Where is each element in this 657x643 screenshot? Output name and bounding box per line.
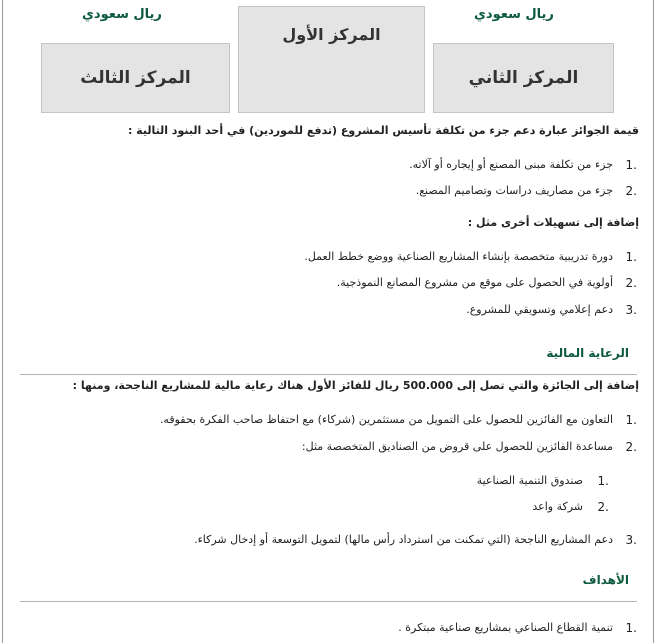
financial-sponsorship-heading: الرعاية المالية xyxy=(546,346,629,360)
list-item: جزء من تكلفة مبنى المصنع أو إيجاره أو آلاته. xyxy=(409,158,613,171)
list-item: تنمية القطاع الصناعي بمشاريع صناعية مبتكرة . xyxy=(398,621,613,634)
podium-third-place: المركز الثالث xyxy=(41,43,230,113)
list-number: 3. xyxy=(625,533,637,547)
goals-heading: الأهداف xyxy=(582,573,629,587)
third-prize-label: ريال سعودي xyxy=(82,7,162,22)
list-number: 1. xyxy=(625,621,637,635)
sub-list-number: 2. xyxy=(597,500,609,514)
sub-list-number: 1. xyxy=(597,474,609,488)
list-item: جزء من مصاريف دراسات وتصاميم المصنع. xyxy=(415,184,613,197)
section-divider xyxy=(20,374,637,375)
list-number: 2. xyxy=(625,184,637,198)
second-prize-label: ريال سعودي xyxy=(474,7,554,22)
list-item: دورة تدريبية متخصصة بإنشاء المشاريع الصناعية ووضع خطط العمل. xyxy=(304,250,613,263)
extra-facilities-intro: إضافة إلى تسهيلات أخرى مثل : xyxy=(467,216,639,229)
prizes-intro: قيمة الجوائز عبارة دعم جزء من تكلفة تأسيس المشروع (تدفع للموردين) في أحد البنود التالية : xyxy=(127,124,639,137)
podium-first-place: المركز الأول xyxy=(238,6,425,113)
list-item: مساعدة الفائزين للحصول على قروض من الصناديق المتخصصة مثل: xyxy=(301,440,613,453)
list-item: التعاون مع الفائزين للحصول على التمويل من مستثمرين (شركاء) مع احتفاظ صاحب الفكرة بحقوقه. xyxy=(159,413,613,426)
right-border xyxy=(653,0,654,643)
list-item: دعم إعلامي وتسويقي للمشروع. xyxy=(466,303,613,316)
list-number: 1. xyxy=(625,250,637,264)
podium-second-place: المركز الثاني xyxy=(433,43,614,113)
list-item: أولوية في الحصول على موقع من مشروع المصانع النموذجية. xyxy=(336,276,613,289)
list-number: 2. xyxy=(625,440,637,454)
financial-intro: إضافة إلى الجائزة والتي تصل إلى 500.000 ريال للفائز الأول هناك رعاية مالية للمشاريع الناجحة، ومنها : xyxy=(72,379,639,392)
left-border xyxy=(2,0,3,643)
list-item: دعم المشاريع الناجحة (التي تمكنت من استرداد رأس مالها) لتمويل التوسعة أو إدخال شركاء. xyxy=(194,533,613,546)
list-number: 1. xyxy=(625,413,637,427)
sub-list-item: صندوق التنمية الصناعية xyxy=(476,474,583,487)
section-divider xyxy=(20,601,637,602)
sub-list-item: شركة واعد xyxy=(532,500,583,513)
list-number: 3. xyxy=(625,303,637,317)
list-number: 1. xyxy=(625,158,637,172)
list-number: 2. xyxy=(625,276,637,290)
